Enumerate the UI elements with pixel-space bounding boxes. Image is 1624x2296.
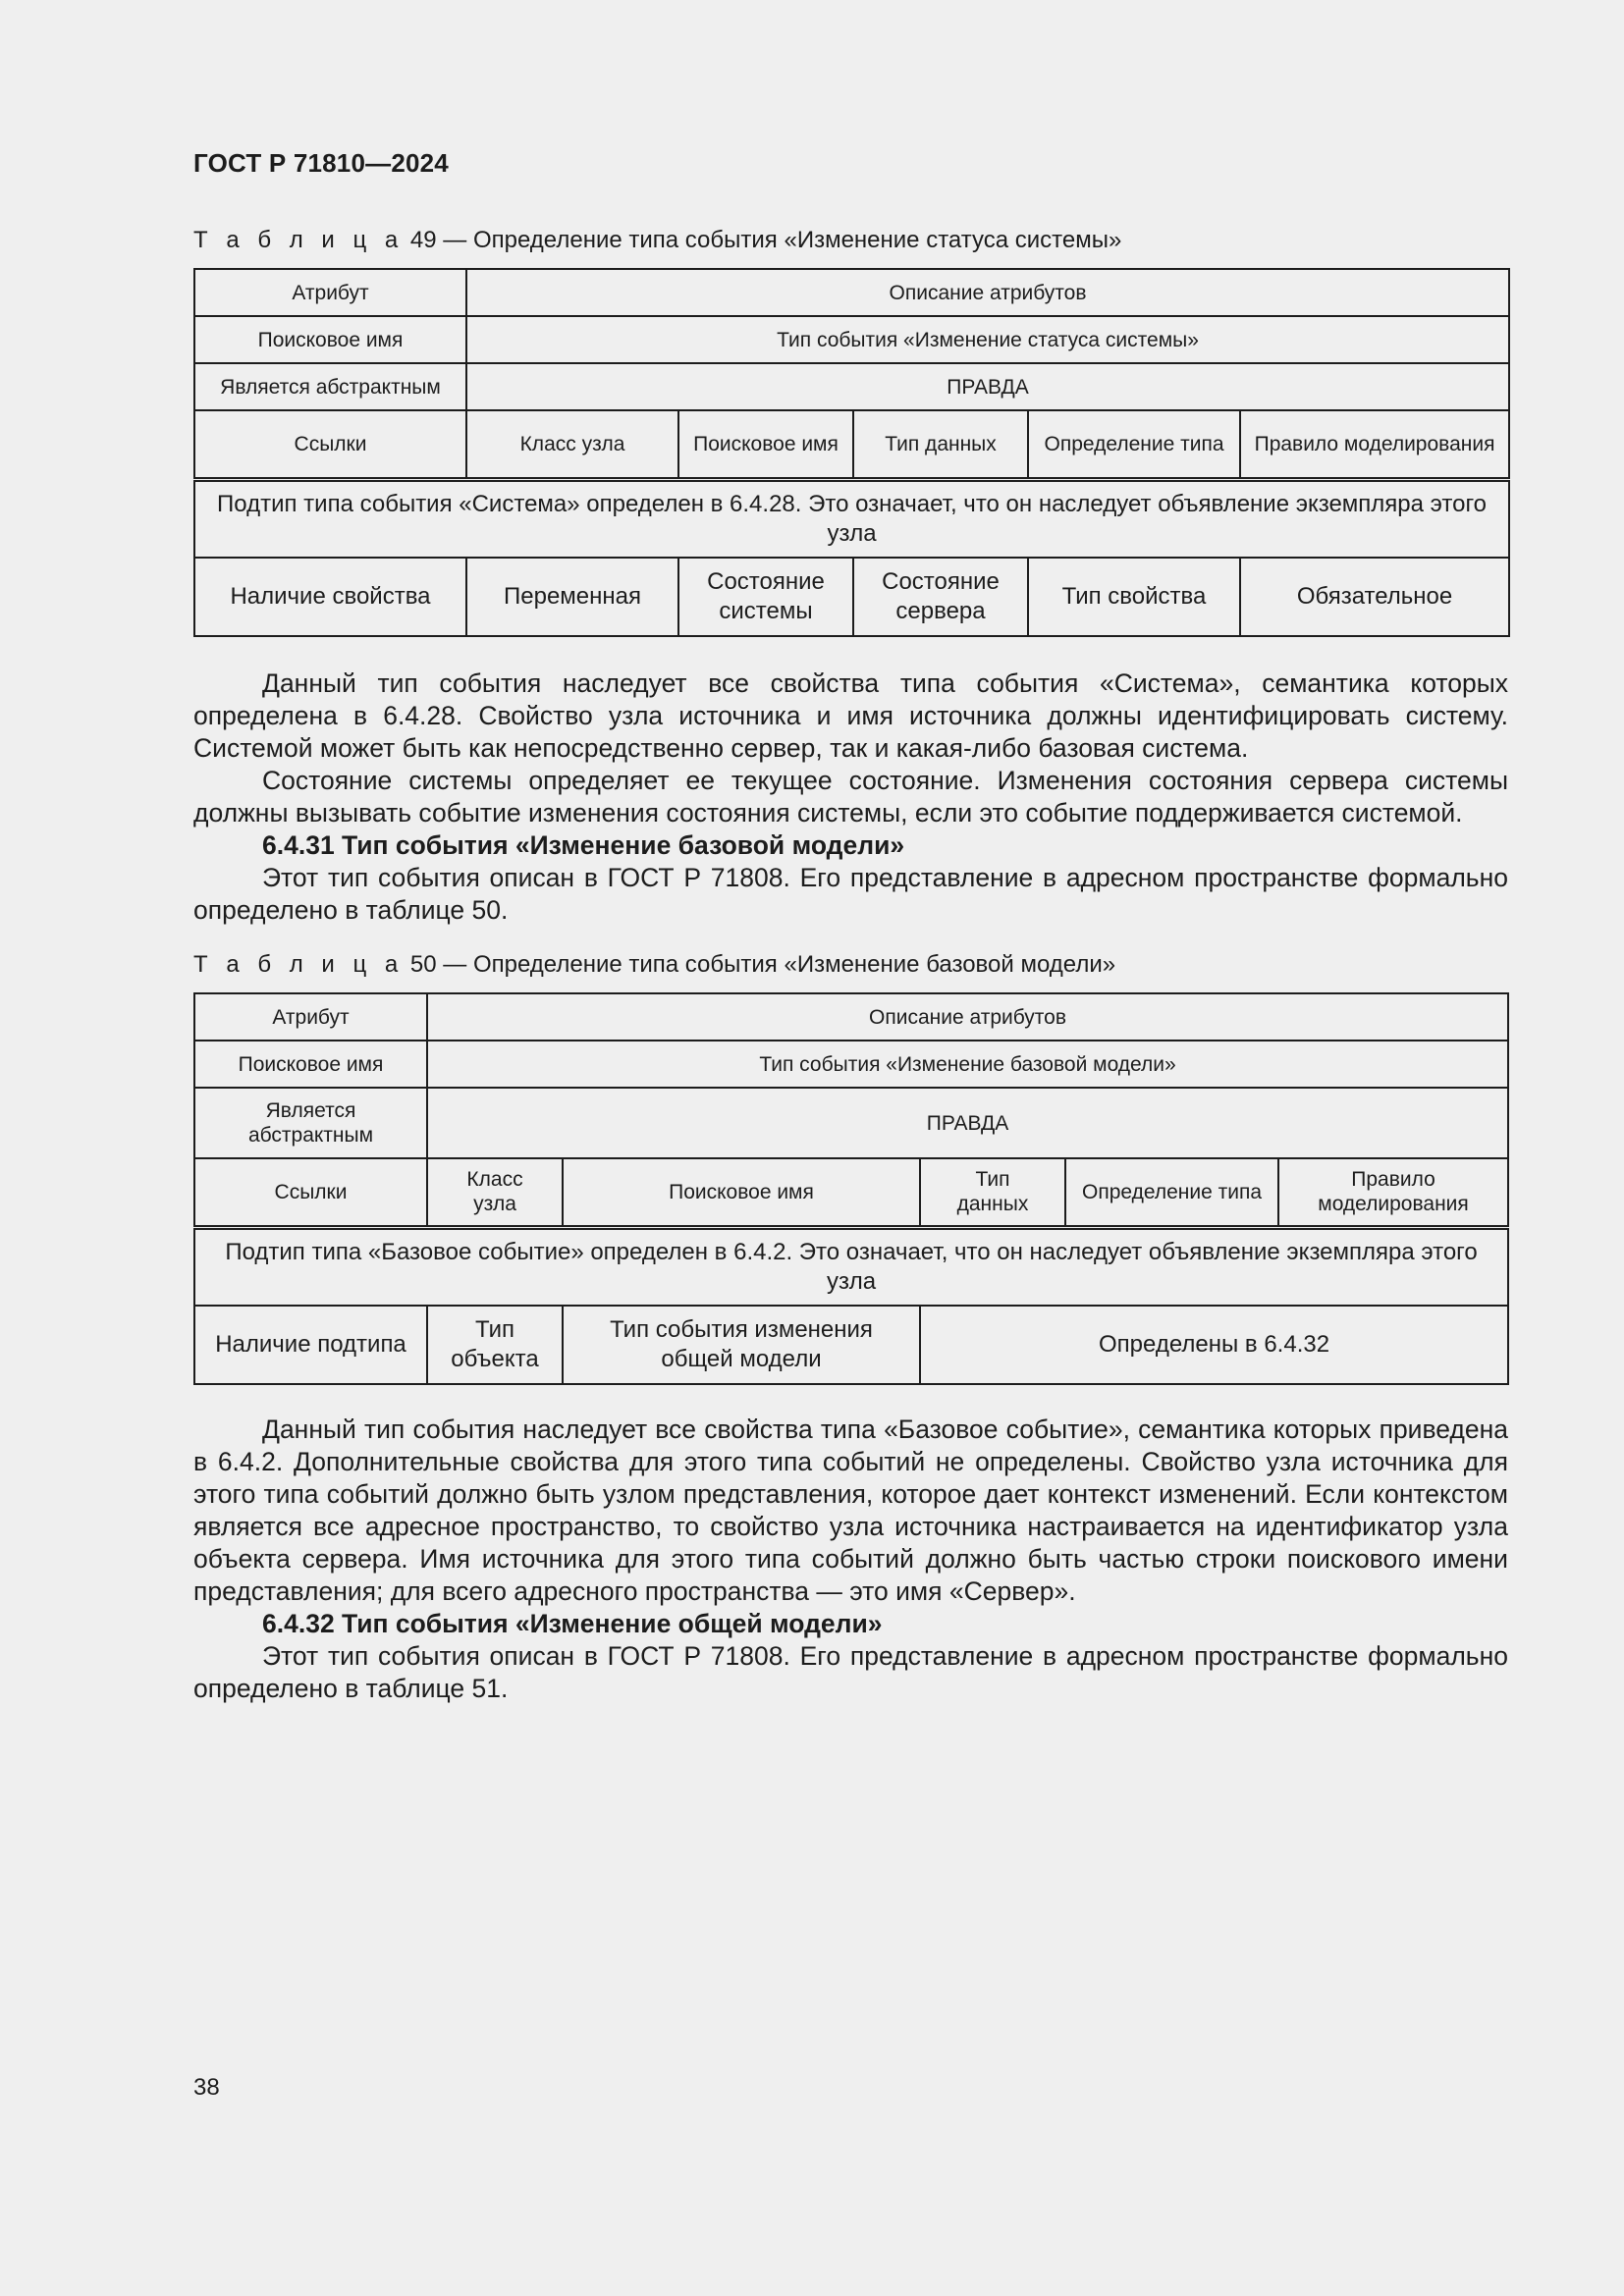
paragraph: Данный тип события наследует все свойства типа события «Система», семантика которых определена в 6.4.28. Свойство узла источника и имя источника должны идентифицировать систему. Системой может быть как непосредственно сервер, так и какая-либо базовая система. [193,668,1508,763]
node-class-header-cell: Класс узла [466,410,678,479]
table-row [194,1227,1508,1306]
attribute-header-cell: Атрибут [194,993,427,1041]
table-50-caption-prefix: Т а б л и ц а [193,951,405,978]
table-row [194,363,1509,410]
subtype-note-cell: Подтип типа события «Система» определен в 6.4.28. Это означает, что он наследует объявление экземпляра этого узла [194,479,1509,558]
table-row [194,1041,1508,1088]
attribute-description-header-cell: Описание атрибутов [466,269,1509,316]
body-text-block-2 [193,1414,1508,1705]
subtype-note-cell: Подтип типа «Базовое событие» определен в 6.4.2. Это означает, что он наследует объявление экземпляра этого узла [194,1227,1508,1306]
table-row [194,269,1509,316]
is-abstract-label-cell: Является абстрактным [194,1088,427,1158]
page-number: 38 [193,2074,220,2101]
type-definition-header-cell: Определение типа [1028,410,1240,479]
reference-cell: Наличие свойства [194,558,466,636]
table-row [194,993,1508,1041]
is-abstract-value-cell: ПРАВДА [427,1088,1508,1158]
table-row [194,1306,1508,1384]
browse-name-cell: Тип события изменения общей модели [563,1306,920,1384]
attribute-description-header-cell: Описание атрибутов [427,993,1508,1041]
reference-cell: Наличие подтипа [194,1306,427,1384]
is-abstract-label-cell: Является абстрактным [194,363,466,410]
browse-name-value-cell: Тип события «Изменение базовой модели» [427,1041,1508,1088]
section-heading-6-4-32: 6.4.32 Тип события «Изменение общей модели» [262,1609,883,1638]
browse-name-value-cell: Тип события «Изменение статуса системы» [466,316,1509,363]
attribute-header-cell: Атрибут [194,269,466,316]
browse-name-label-cell: Поисковое имя [194,1041,427,1088]
data-type-header-cell: Тип данных [920,1158,1065,1227]
browse-name-cell: Состояние системы [678,558,853,636]
document-id-header: ГОСТ Р 71810—2024 [193,148,449,178]
table-row [194,1088,1508,1158]
table-row [194,316,1509,363]
references-header-cell: Ссылки [194,1158,427,1227]
table-49-caption-prefix: Т а б л и ц а [193,227,405,253]
browse-name-header-cell: Поисковое имя [563,1158,920,1227]
table-row [194,558,1509,636]
node-class-cell: Тип объекта [427,1306,563,1384]
data-type-header-cell: Тип данных [853,410,1028,479]
modelling-rule-header-cell: Правило моделирования [1240,410,1509,479]
defined-in-cell: Определены в 6.4.32 [920,1306,1508,1384]
data-type-cell: Состояние сервера [853,558,1028,636]
browse-name-header-cell: Поисковое имя [678,410,853,479]
body-text-block-1 [193,667,1508,927]
table-50-caption-text: 50 — Определение типа события «Изменение базовой модели» [404,951,1116,978]
is-abstract-value-cell: ПРАВДА [466,363,1509,410]
table-row [194,410,1509,479]
type-definition-cell: Тип свойства [1028,558,1240,636]
table-49-caption [193,227,1121,254]
paragraph: Этот тип события описан в ГОСТ Р 71808. Его представление в адресном пространстве формально определено в таблице 50. [193,863,1508,925]
node-class-cell: Переменная [466,558,678,636]
paragraph: Данный тип события наследует все свойства типа «Базовое событие», семантика которых приведена в 6.4.2. Дополнительные свойства для этого типа событий не определены. Свойство узла источника для этого типа событий должно быть узлом представления, которое дает контекст изменений. Если контекстом является все адресное пространство, то свойство узла источника настраивается на идентификатор узла объекта сервера. Имя источника для этого типа событий должно быть частью строки поискового имени представления; для всего адресного пространства — это имя «Сервер». [193,1415,1508,1606]
table-row [194,1158,1508,1227]
browse-name-label-cell: Поисковое имя [194,316,466,363]
paragraph: Состояние системы определяет ее текущее состояние. Изменения состояния сервера системы должны вызывать событие изменения состояния системы, если это событие поддерживается системой. [193,766,1508,828]
table-50-caption [193,951,1115,979]
modelling-rule-header-cell: Правило моделирования [1278,1158,1508,1227]
references-header-cell: Ссылки [194,410,466,479]
table-49 [193,268,1510,637]
modelling-rule-cell: Обязательное [1240,558,1509,636]
table-50 [193,992,1509,1385]
section-heading-6-4-31: 6.4.31 Тип события «Изменение базовой модели» [262,830,905,860]
type-definition-header-cell: Определение типа [1065,1158,1278,1227]
paragraph: Этот тип события описан в ГОСТ Р 71808. Его представление в адресном пространстве формально определено в таблице 51. [193,1641,1508,1703]
node-class-header-cell: Класс узла [427,1158,563,1227]
table-row [194,479,1509,558]
table-49-caption-text: 49 — Определение типа события «Изменение статуса системы» [404,227,1122,253]
